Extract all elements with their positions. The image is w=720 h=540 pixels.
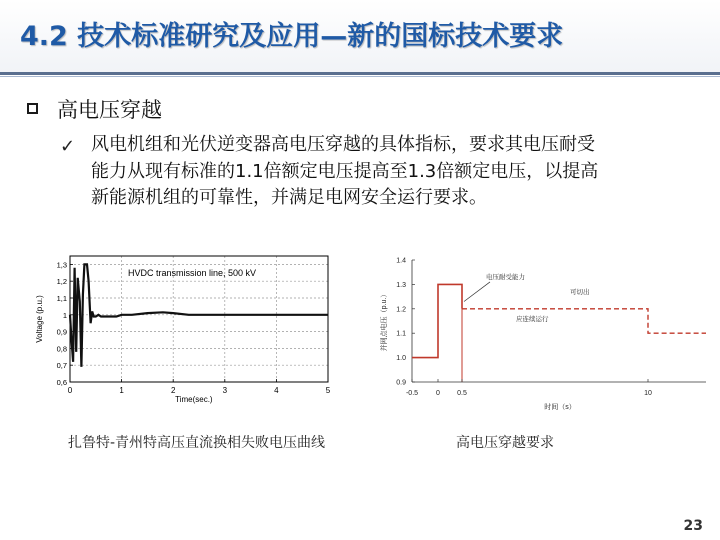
annotation-label: 应连续运行 xyxy=(516,316,549,323)
x-tick-label: 5 xyxy=(325,386,331,395)
x-axis-label: 时间（s） xyxy=(544,404,576,411)
y-tick-label: 1.3 xyxy=(396,281,406,289)
x-tick-label: 10 xyxy=(644,390,652,397)
page-number: 23 xyxy=(683,518,703,534)
header-divider-light xyxy=(0,76,720,77)
x-tick-label: 3 xyxy=(222,386,228,395)
y-tick-label: 0,6 xyxy=(56,378,67,387)
voltage-curve-chart xyxy=(32,248,332,418)
annotation-arrow xyxy=(464,282,490,302)
x-tick-label: 0.5 xyxy=(457,390,467,397)
y-tick-label: 1.1 xyxy=(396,330,406,338)
x-tick-label: 4 xyxy=(274,386,279,395)
requirement-paragraph xyxy=(91,132,671,212)
x-tick-label: 0 xyxy=(67,386,73,395)
y-tick-label: 1,3 xyxy=(56,260,67,270)
bullet-heading: 高电压穿越 xyxy=(57,98,162,122)
y-tick-label: 1.0 xyxy=(396,355,406,363)
x-tick-label: -0.5 xyxy=(405,390,419,397)
y-tick-label: 1,1 xyxy=(56,294,67,303)
x-tick-label: 2 xyxy=(170,386,176,395)
annotation-label: 可切出 xyxy=(570,289,590,297)
voltage-series-line xyxy=(70,264,328,367)
y-axis-label: Voltage (p.u.) xyxy=(35,295,44,343)
y-tick-label: 1.4 xyxy=(396,257,406,265)
slide-header xyxy=(0,0,720,72)
y-tick-label: 0,9 xyxy=(56,327,67,337)
header-divider xyxy=(0,72,720,75)
paragraph-line: 新能源机组的可靠性，并满足电网安全运行要求。 xyxy=(91,187,487,208)
y-tick-label: 0.9 xyxy=(396,379,406,387)
x-tick-label: 0 xyxy=(436,390,440,397)
y-tick-label: 1 xyxy=(62,310,67,320)
right-chart-caption: 高电压穿越要求 xyxy=(456,435,554,451)
y-tick-label: 1.2 xyxy=(396,306,406,314)
x-tick-label: 1 xyxy=(119,386,124,395)
square-bullet-icon xyxy=(27,103,38,114)
hvrt-requirement-chart xyxy=(372,250,712,420)
x-axis-label: Time(sec.) xyxy=(175,395,213,404)
paragraph-line: 风电机组和光伏逆变器高电压穿越的具体指标，要求其电压耐受 xyxy=(91,134,595,155)
chart-title: HVDC transmission line, 500 kV xyxy=(128,268,257,278)
check-icon: ✓ xyxy=(60,136,76,157)
annotation-label: 电压耐受能力 xyxy=(486,274,525,282)
y-tick-label: 0,7 xyxy=(56,361,67,371)
y-axis-label: 并网点电压（p.u.） xyxy=(381,290,388,352)
paragraph-line: 能力从现有标准的1.1倍额定电压提高至1.3倍额定电压，以提高 xyxy=(91,160,599,182)
left-chart-caption: 扎鲁特-青州特高压直流换相失败电压曲线 xyxy=(68,435,326,451)
slide-title: 4.2 技术标准研究及应用—新的国标技术要求 xyxy=(20,21,564,52)
tolerance-curve-dashed xyxy=(462,309,706,333)
y-tick-label: 0,8 xyxy=(56,344,67,354)
tolerance-curve-solid xyxy=(412,284,462,357)
y-tick-label: 1,2 xyxy=(56,277,67,287)
